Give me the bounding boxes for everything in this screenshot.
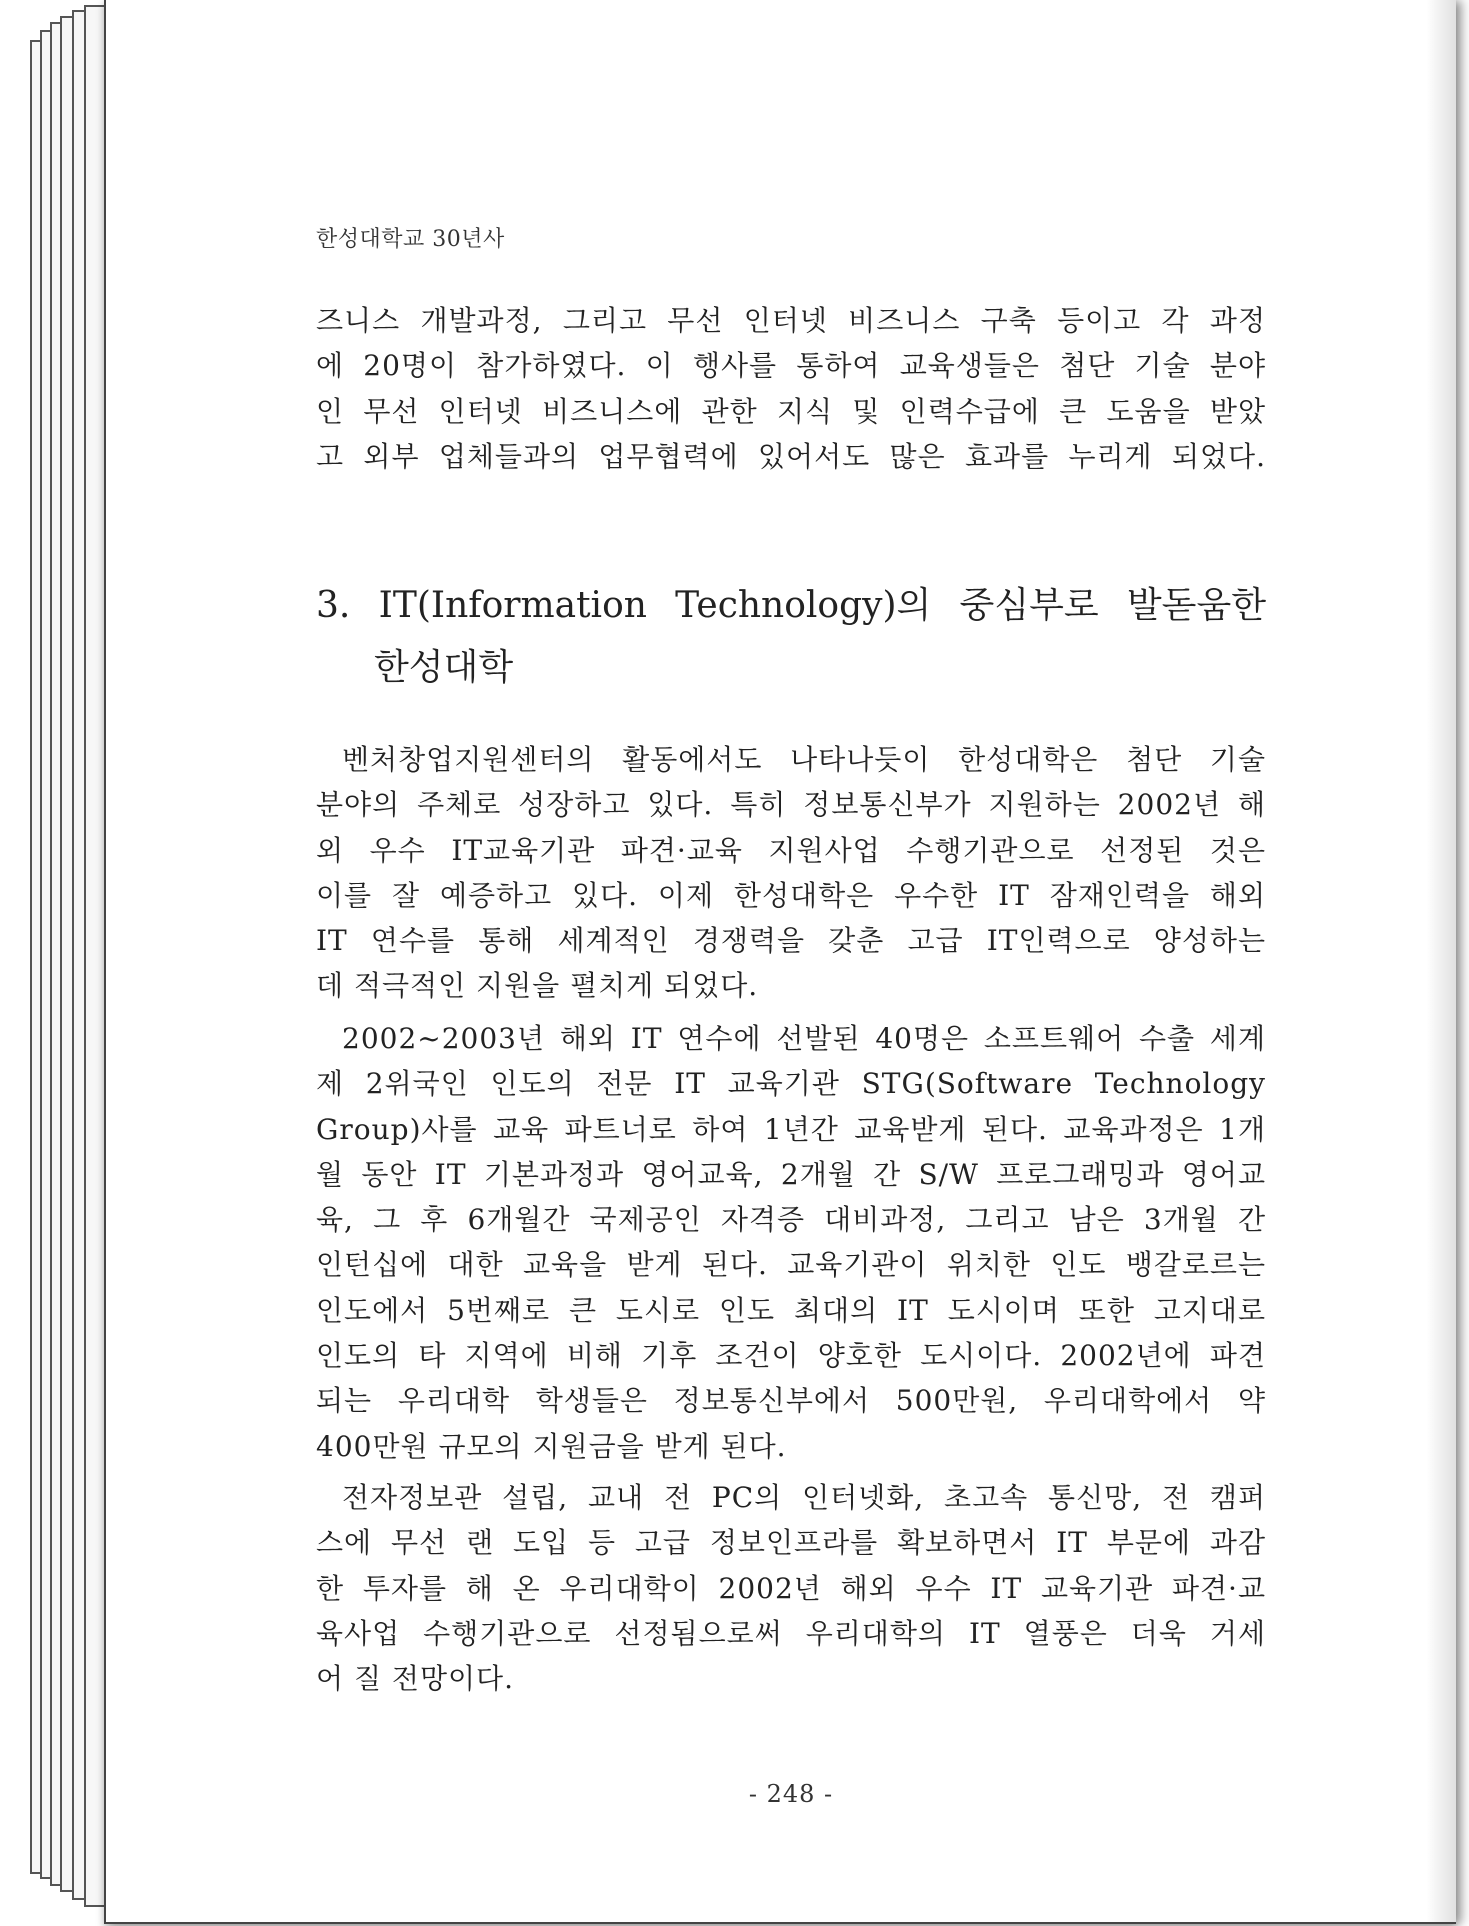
text-line: 외 우수 IT교육기관 파견·교육 지원사업 수행기관으로 선정된 것은 [316, 833, 1266, 867]
text-line: 인도의 타 지역에 비해 기후 조건이 양호한 도시이다. 2002년에 파견 [316, 1339, 1266, 1373]
text-line: 인턴십에 대한 교육을 받게 된다. 교육기관이 위치한 인도 뱅갈로르는 [316, 1248, 1266, 1282]
text-line: 어 질 전망이다. [316, 1662, 514, 1696]
section-heading-line-1: 3. IT(Information Technology)의 중심부로 발돋움한 [316, 585, 1266, 626]
text-line: 고 외부 업체들과의 업무협력에 있어서도 많은 효과를 누리게 되었다. [316, 439, 1266, 473]
text-line: 되는 우리대학 학생들은 정보통신부에서 500만원, 우리대학에서 약 [316, 1384, 1266, 1418]
text-line: 육, 그 후 6개월간 국제공인 자격증 대비과정, 그리고 남은 3개월 간 [316, 1203, 1266, 1237]
book-page [104, 0, 1456, 1924]
text-line: 이를 잘 예증하고 있다. 이제 한성대학은 우수한 IT 잠재인력을 해외 [316, 878, 1266, 912]
text-line: 육사업 수행기관으로 선정됨으로써 우리대학의 IT 열풍은 더욱 거세 [316, 1616, 1266, 1650]
text-line: IT 연수를 통해 세계적인 경쟁력을 갖춘 고급 IT인력으로 양성하는 [316, 924, 1266, 958]
text-line: 데 적극적인 지원을 펼치게 되었다. [316, 969, 759, 1003]
text-line: 에 20명이 참가하였다. 이 행사를 통하여 교육생들은 첨단 기술 분야 [316, 349, 1266, 383]
text-line: 제 2위국인 인도의 전문 IT 교육기관 STG(Software Technology [316, 1067, 1266, 1101]
text-line: 인도에서 5번째로 큰 도시로 인도 최대의 IT 도시이며 또한 고지대로 [316, 1293, 1266, 1327]
section-heading-line-2: 한성대학 [374, 647, 514, 688]
text-line: 스에 무선 랜 도입 등 고급 정보인프라를 확보하면서 IT 부문에 과감 [316, 1526, 1266, 1560]
text-line: 분야의 주체로 성장하고 있다. 특히 정보통신부가 지원하는 2002년 해 [316, 788, 1266, 822]
section-heading [316, 575, 1266, 699]
text-line: 2002~2003년 해외 IT 연수에 선발된 40명은 소프트웨어 수출 세계 [342, 1022, 1266, 1055]
body-paragraph-1 [316, 737, 1266, 1009]
body-paragraph-2 [316, 1016, 1266, 1469]
text-line: Group)사를 교육 파트너로 하여 1년간 교육받게 된다. 교육과정은 1개 [316, 1112, 1266, 1146]
text-line: 한 투자를 해 온 우리대학이 2002년 해외 우수 IT 교육기관 파견·교 [316, 1571, 1266, 1605]
running-header: 한성대학교 30년사 [316, 227, 505, 252]
text-line: 월 동안 IT 기본과정과 영어교육, 2개월 간 S/W 프로그래밍과 영어교 [316, 1157, 1266, 1191]
body-paragraph-3 [316, 1475, 1266, 1701]
text-line: 벤처창업지원센터의 활동에서도 나타나듯이 한성대학은 첨단 기술 [342, 743, 1266, 776]
text-line: 인 무선 인터넷 비즈니스에 관한 지식 및 인력수급에 큰 도움을 받았 [316, 394, 1266, 428]
page-number: - 248 - [748, 1780, 834, 1808]
text-line: 즈니스 개발과정, 그리고 무선 인터넷 비즈니스 구축 등이고 각 과정 [316, 304, 1266, 337]
text-line: 400만원 규모의 지원금을 받게 된다. [316, 1429, 787, 1463]
intro-paragraph [316, 298, 1266, 479]
text-line: 전자정보관 설립, 교내 전 PC의 인터넷화, 초고속 통신망, 전 캠퍼 [342, 1481, 1266, 1514]
